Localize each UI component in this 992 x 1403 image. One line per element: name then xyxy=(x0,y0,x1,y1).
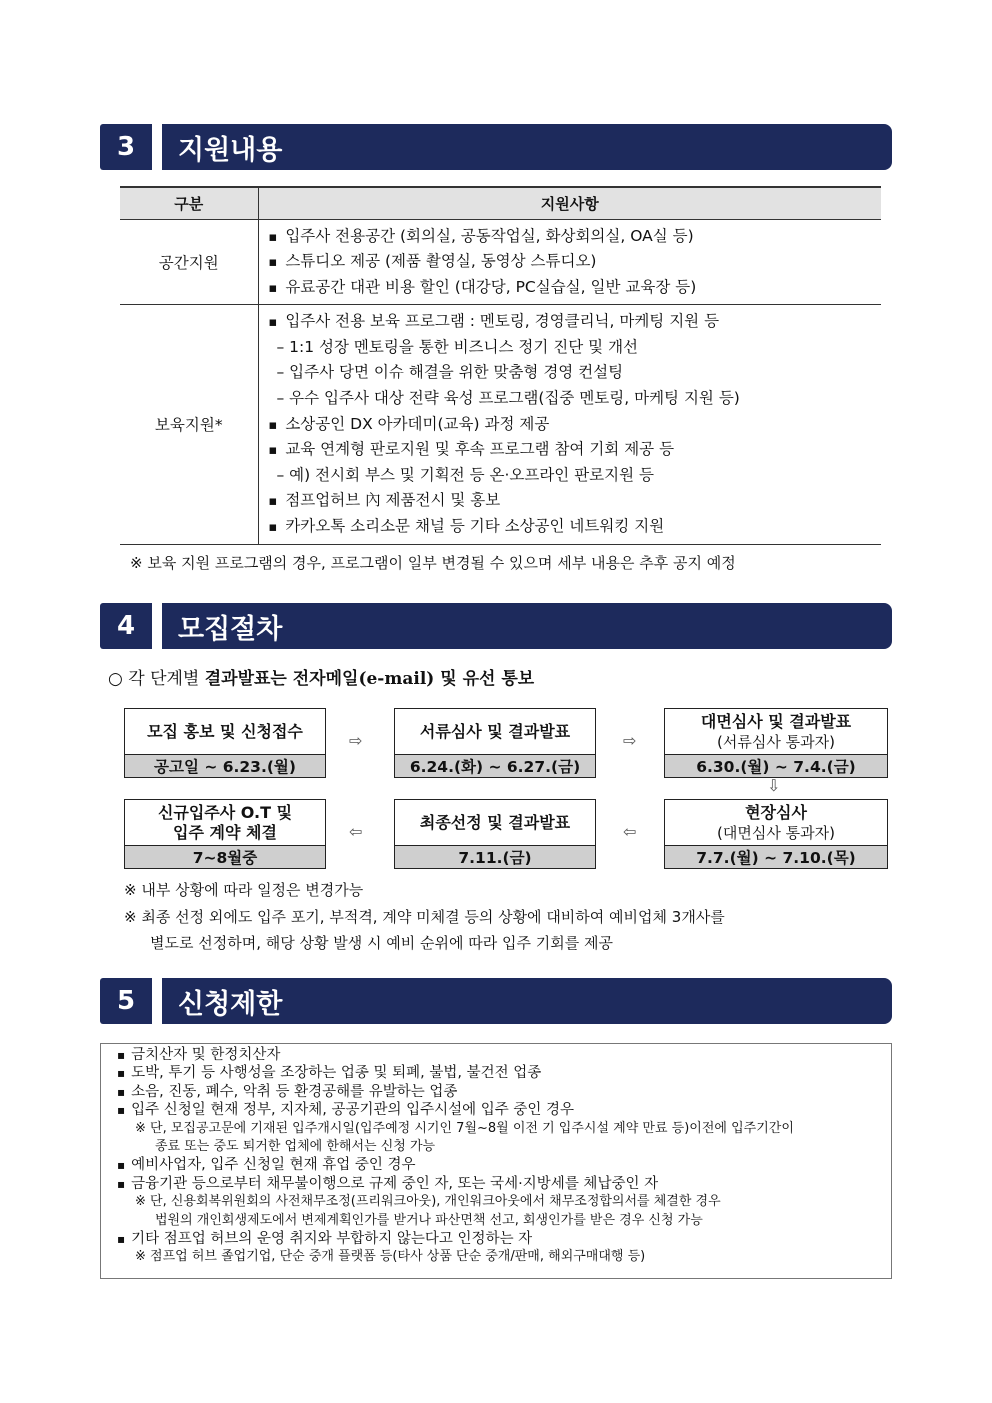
restriction-box xyxy=(100,1043,892,1279)
step-date: 7.7.(월) ~ 7.10.(목) xyxy=(665,846,887,868)
step-date: 6.24.(화) ~ 6.27.(금) xyxy=(395,755,595,777)
list-item: ▪ 교육 연계형 판로지원 및 후속 프로그램 참여 기회 제공 등 xyxy=(269,437,882,463)
step-orientation xyxy=(124,799,326,869)
table-header-category: 구분 xyxy=(120,187,258,219)
step-date: 7.11.(금) xyxy=(395,846,595,868)
section-number: 3 xyxy=(100,124,152,170)
list-item: ▪ 입주사 전용공간 (회의실, 공동작업실, 화상회의실, OA실 등) xyxy=(269,224,882,250)
section-5-header xyxy=(100,978,892,1024)
list-item: ▪ 점프업허브 內 제품전시 및 홍보 xyxy=(269,488,882,514)
step-title: 모집 홍보 및 신청접수 xyxy=(147,721,303,741)
list-subitem: – 1:1 성장 멘토링을 통한 비즈니스 정기 진단 및 개선 xyxy=(276,337,639,356)
table-row xyxy=(120,219,881,305)
step-date: 7~8월중 xyxy=(125,846,325,868)
step-document-review xyxy=(394,708,596,778)
restriction-note: ※ 점프업 허브 졸업기업, 단순 중개 플랫폼 등(타사 상품 단순 중개/판매, 해외구매대행 등) xyxy=(135,1249,646,1265)
restriction-note: 법원의 개인회생제도에서 변제계획인가를 받거나 파산면책 선고, 회생인가를 받은 경우 신청 가능 xyxy=(155,1212,703,1228)
section-title: 지원내용 xyxy=(162,124,892,170)
arrow-down-icon: ⇩ xyxy=(767,776,781,795)
list-item: ▪ 유료공간 대관 비용 할인 (대강당, PC실습실, 일반 교육장 등) xyxy=(269,275,882,301)
arrow-right-icon: ⇨ xyxy=(349,731,363,750)
step-site-review xyxy=(664,799,888,869)
step-title: 대면심사 및 결과발표 xyxy=(700,711,852,731)
restriction-item: ▪ 금치산자 및 한정치산자 xyxy=(117,1046,891,1064)
table-row xyxy=(120,305,881,544)
list-item: ▪ 소상공인 DX 아카데미(교육) 과정 제공 xyxy=(269,412,882,438)
restriction-item: ▪ 예비사업자, 입주 신청일 현재 휴업 중인 경우 xyxy=(117,1156,891,1174)
step-subtitle: (서류심사 통과자) xyxy=(717,732,835,751)
support-note: ※ 보육 지원 프로그램의 경우, 프로그램이 일부 변경될 수 있으며 세부 내용은 추후 공지 예정 xyxy=(130,554,736,572)
restriction-item: ▪ 금융기관 등으로부터 채무불이행으로 규제 중인 자, 또는 국세·지방세를 체납중인 자 xyxy=(117,1175,891,1193)
step-subtitle: (대면심사 통과자) xyxy=(717,823,835,842)
row-category: 공간지원 xyxy=(120,219,258,305)
section-number: 4 xyxy=(100,603,152,649)
intro-prefix: ○ 각 단계별 xyxy=(108,669,205,689)
procedure-note: 별도로 선정하며, 해당 상황 발생 시 예비 순위에 따라 입주 기회를 제공 xyxy=(150,934,613,952)
step-date: 6.30.(월) ~ 7.4.(금) xyxy=(665,755,887,777)
step-final-selection xyxy=(394,799,596,869)
list-subitem: – 우수 입주사 대상 전략 육성 프로그램(집중 멘토링, 마케팅 지원 등) xyxy=(276,389,740,408)
procedure-note: ※ 최종 선정 외에도 입주 포기, 부적격, 계약 미체결 등의 상황에 대비하여 예비업체 3개사를 xyxy=(124,908,725,926)
step-title: 최종선정 및 결과발표 xyxy=(419,812,571,832)
list-item: ▪ 입주사 전용 보육 프로그램 : 멘토링, 경영클리닉, 마케팅 지원 등 xyxy=(269,309,882,335)
restriction-note: ※ 단, 모집공고문에 기재된 입주개시일(입주예정 시기인 7월~8월 이전 기 입주시설 계약 만료 등)이전에 입주기간이 xyxy=(135,1120,794,1136)
step-interview xyxy=(664,708,888,778)
restriction-item: ▪ 도박, 투기 등 사행성을 조장하는 업종 및 퇴폐, 불법, 불건전 업종 xyxy=(117,1064,891,1082)
section-title: 신청제한 xyxy=(162,978,892,1024)
restriction-note: 종료 또는 중도 퇴거한 업체에 한해서는 신청 가능 xyxy=(155,1138,436,1154)
section-title: 모집절차 xyxy=(162,603,892,649)
list-subitem: – 예) 전시회 부스 및 기획전 등 온·오프라인 판로지원 등 xyxy=(276,465,655,484)
list-item: ▪ 스튜디오 제공 (제품 촬영실, 동영상 스튜디오) xyxy=(269,249,882,275)
row-items xyxy=(258,219,881,305)
list-item: ▪ 카카오톡 소리소문 채널 등 기타 소상공인 네트워킹 지원 xyxy=(269,514,882,540)
section-4-header xyxy=(100,603,892,649)
table-header-support: 지원사항 xyxy=(258,187,881,219)
step-recruit xyxy=(124,708,326,778)
step-title: 신규입주사 O.T 및 입주 계약 체결 xyxy=(157,802,293,842)
row-items xyxy=(258,305,881,544)
list-subitem: – 입주사 당면 이슈 해결을 위한 맞춤형 경영 컨설팅 xyxy=(276,363,624,382)
section-3-header xyxy=(100,124,892,170)
step-date: 공고일 ~ 6.23.(월) xyxy=(125,755,325,777)
procedure-note: ※ 내부 상황에 따라 일정은 변경가능 xyxy=(124,881,364,899)
arrow-left-icon: ⇦ xyxy=(349,822,363,841)
step-title: 현장심사 xyxy=(745,802,807,822)
step-title: 서류심사 및 결과발표 xyxy=(419,721,571,741)
intro-bold: 결과발표는 전자메일(e-mail) 및 유선 통보 xyxy=(204,669,535,689)
section-number: 5 xyxy=(100,978,152,1024)
procedure-intro xyxy=(108,664,534,689)
restriction-note: ※ 단, 신용회복위원회의 사전채무조정(프리워크아웃), 개인워크아웃에서 채무조정합의서를 체결한 경우 xyxy=(135,1194,721,1210)
support-table xyxy=(120,186,881,545)
row-category: 보육지원* xyxy=(120,305,258,544)
restriction-item: ▪ 소음, 진동, 폐수, 악취 등 환경공해를 유발하는 업종 xyxy=(117,1083,891,1101)
restriction-item: ▪ 기타 점프업 허브의 운영 취지와 부합하지 않는다고 인정하는 자 xyxy=(117,1230,891,1248)
arrow-right-icon: ⇨ xyxy=(623,731,637,750)
arrow-left-icon: ⇦ xyxy=(623,822,637,841)
restriction-item: ▪ 입주 신청일 현재 정부, 지자체, 공공기관의 입주시설에 입주 중인 경우 xyxy=(117,1101,891,1119)
